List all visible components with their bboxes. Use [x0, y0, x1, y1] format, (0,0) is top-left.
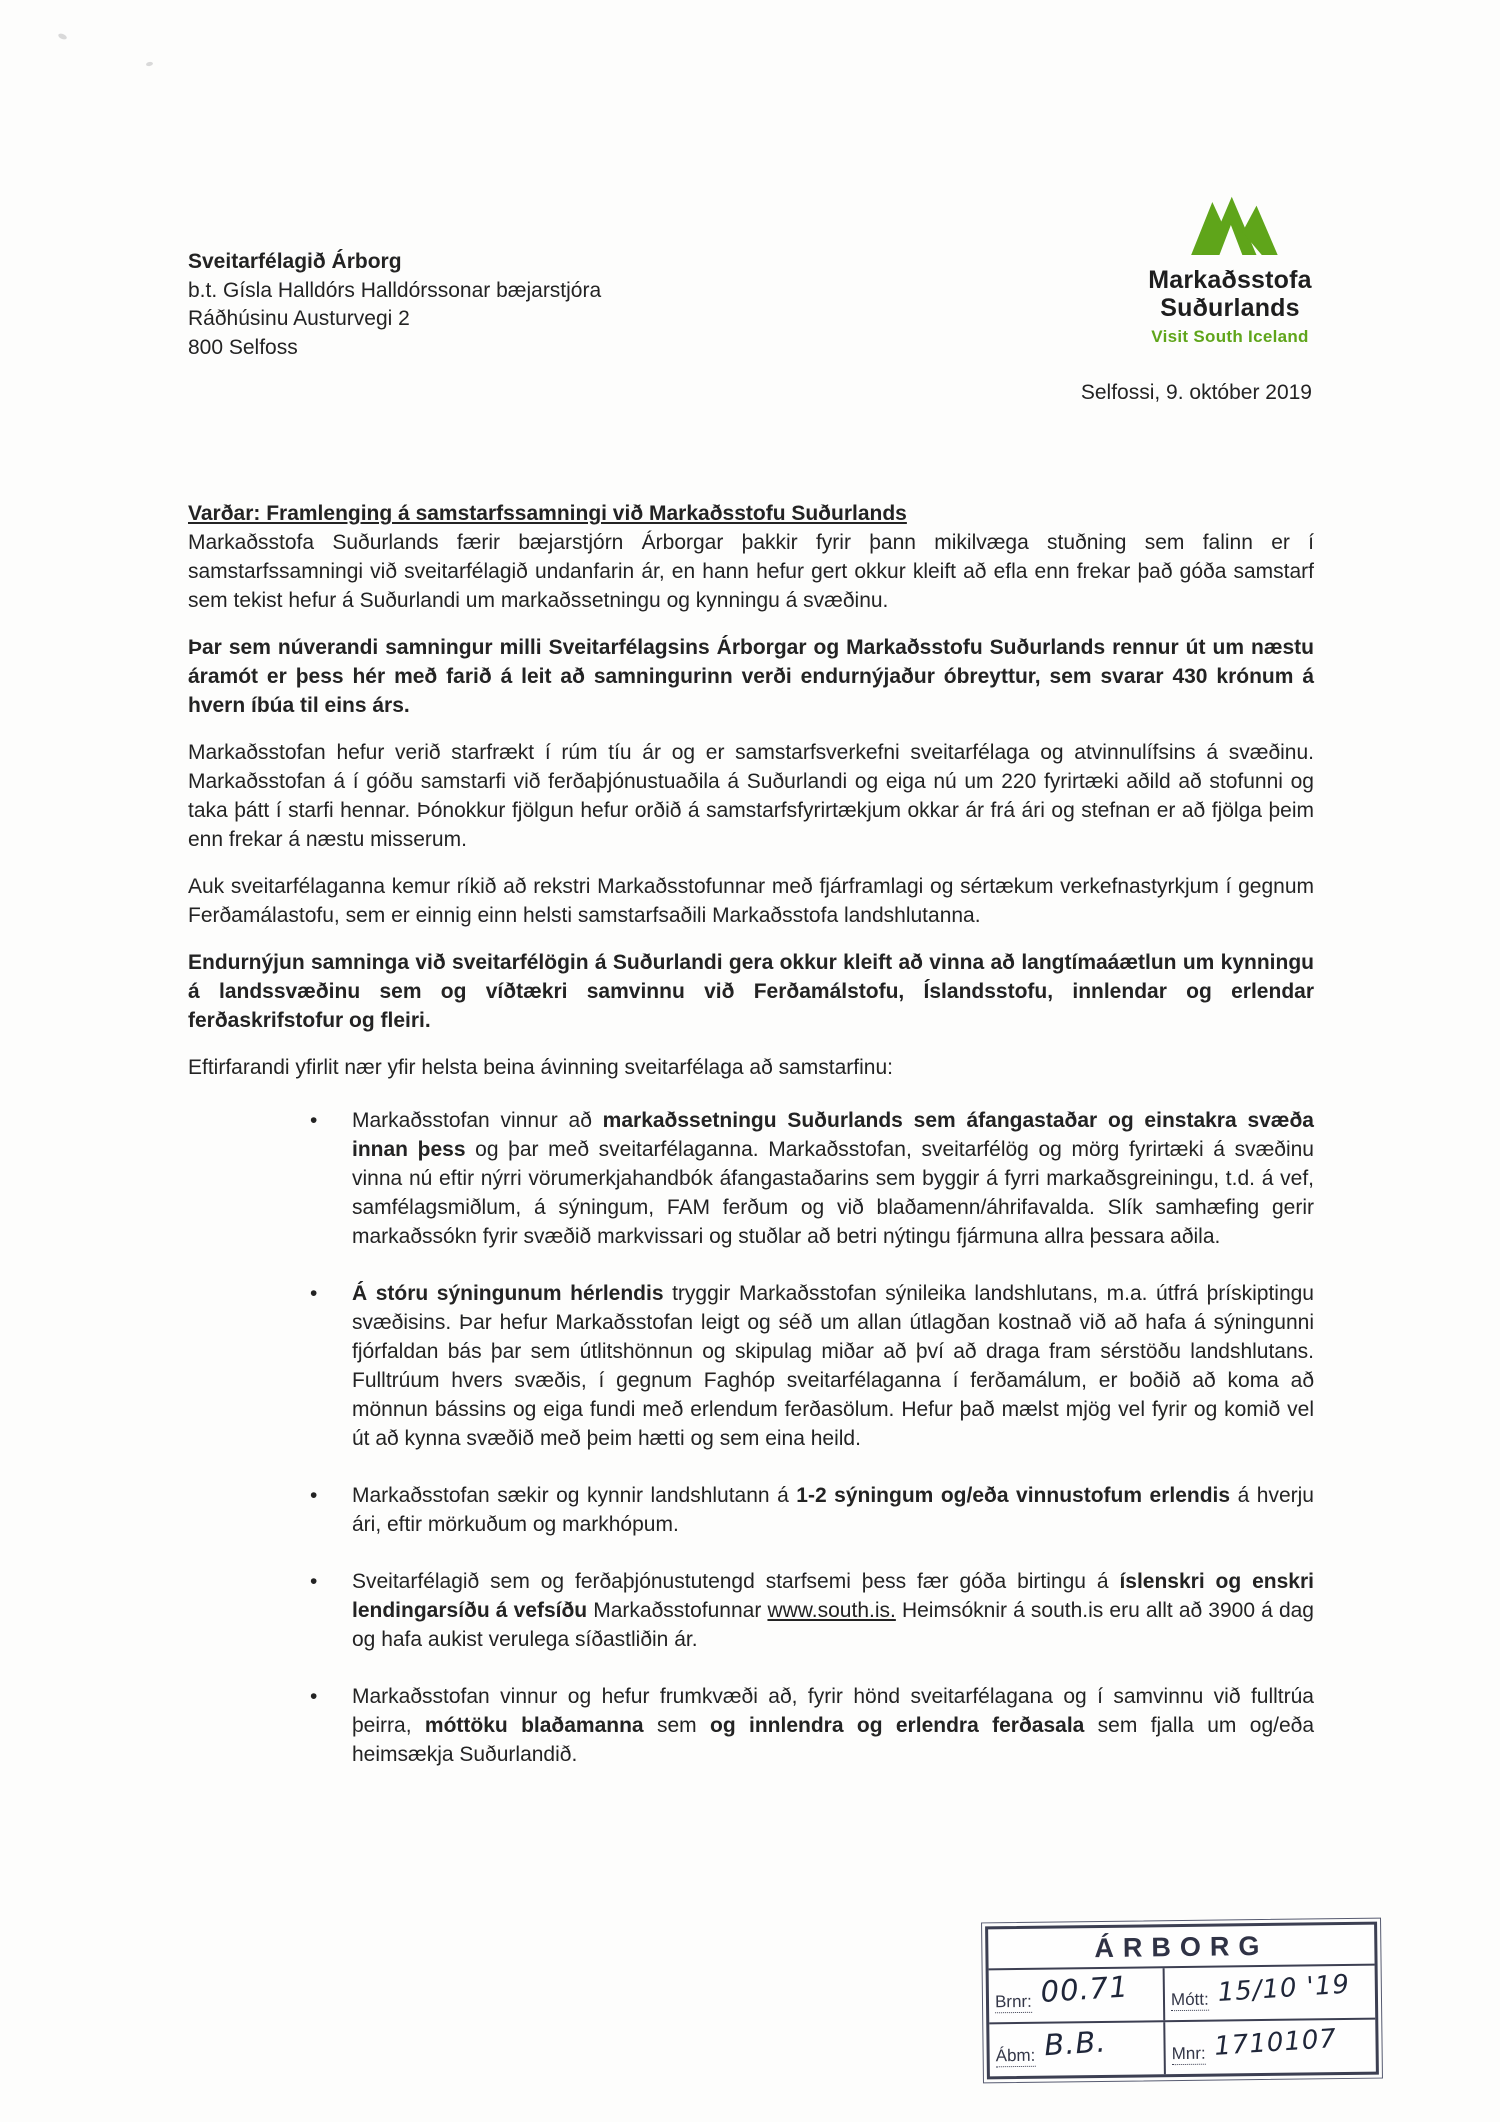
- text-segment: Þar sem núverandi samningur milli Sveitarfélagsins Árborgar og Markaðsstofu Suðurlands rennur út um næstu áramót er þess hér með farið á leit að samningurinn verði endurnýjaður óbreyttur, sem svarar 430 krónum á hvern íbúa til eins árs.: [188, 636, 1314, 717]
- text-segment: Markaðsstofan vinnur og hefur frumkvæði að, fyrir hönd sveitarfélagana og í samvinnu við fulltrúa þeirra,: [352, 1685, 1314, 1737]
- text-segment: tryggir Markaðsstofan sýnileika landshlutans, m.a. útfrá þrískiptingu svæðisins. Þar hefur Markaðsstofan leigt og séð um allan útlagðan kostnað við að hafa á sýningunni fjórfaldan bás þar sem útlitshönnun og skipulag miðar að því að draga fram sérstöðu landshlutans. Fulltrúum hvers svæðis, í gegnum Faghóp sveitarfélaganna í ferðamálum, er boðið að koma að mönnun bássins og eiga fundi með erlendum ferðasölum. Hefur það mælst mjög vel fyrir og komið vel út að kynna svæðið með þeim hætti og sem eina heild.: [352, 1282, 1314, 1450]
- paragraph-benefits-lead: [188, 1053, 1314, 1082]
- text-segment: Auk sveitarfélaganna kemur ríkið að rekstri Markaðsstofunnar með fjárframlagi og sértækum verkefnastyrkjum í gegnum Ferðamálastofu, sem er einnig einn helsti samstarfsaðili Markaðsstofa landshlutanna.: [188, 875, 1314, 927]
- logo-org-name-line2: Suðurlands: [1160, 294, 1300, 322]
- paragraph-renewal-request: [188, 633, 1314, 720]
- stamp-cell-mnr: [1165, 2020, 1376, 2075]
- bullet-icon: •: [310, 1109, 318, 1132]
- text-segment: sem fjalla um og/eða heimsækja Suðurlandið.: [352, 1714, 1315, 1766]
- recipient-address: Ráðhúsinu Austurvegi 2: [188, 307, 410, 330]
- list-item: [188, 1682, 1314, 1769]
- date-line: Selfossi, 9. október 2019: [1080, 381, 1312, 404]
- scan-artifact: [146, 61, 154, 66]
- south-is-link[interactable]: www.south.is.: [767, 1599, 896, 1622]
- subject-line: Varðar: Framlenging á samstarfssamningi við Markaðsstofu Suðurlands: [188, 502, 907, 525]
- letter-body: [188, 499, 1314, 1797]
- stamp-box: [985, 1922, 1379, 2080]
- text-segment: Endurnýjun samninga við sveitarfélögin á Suðurlandi gera okkur kleift að vinna að langtímaáætlun um kynningu á landssvæðinu sem og víðtækri samvinnu við Ferðamálstofu, Íslandsstofu, innlendar og erlendar ferðaskrifstofur og fleiri.: [188, 951, 1314, 1032]
- stamp-value-mnr: 1710107: [1213, 2023, 1339, 2062]
- stamp-label-mott: Mótt:: [1171, 1972, 1209, 2011]
- bullet-icon: •: [310, 1484, 318, 1507]
- recipient-block: [188, 248, 601, 362]
- paragraph-thanks: [188, 528, 1314, 615]
- stamp-value-mott: 15/10 '19: [1216, 1969, 1352, 2009]
- list-item: [188, 1279, 1314, 1453]
- text-segment: Á stóru sýningunum hérlendis: [352, 1282, 664, 1305]
- logo-block: [1116, 186, 1344, 347]
- logo-org-name-line1: Markaðsstofa: [1148, 266, 1312, 294]
- paragraph-longterm-plan: [188, 948, 1314, 1035]
- stamp-cell-mott: [1165, 1966, 1376, 2021]
- stamp-row: [989, 1966, 1376, 2025]
- text-segment: Markaðsstofan vinnur að: [352, 1109, 603, 1132]
- stamp-value-brnr: 00.71: [1039, 1969, 1130, 2009]
- list-item: [188, 1481, 1314, 1539]
- text-segment: og innlendra og erlendra ferðasala: [710, 1714, 1085, 1737]
- text-segment: 1-2 sýningum og/eða vinnustofum erlendis: [796, 1484, 1231, 1507]
- stamp-row: [989, 2020, 1376, 2077]
- text-segment: Heimsóknir á south.is eru allt að 3900 á dag og hafa aukist verulega síðastliðin ár.: [352, 1599, 1314, 1651]
- logo-tagline: Visit South Iceland: [1151, 327, 1309, 346]
- text-segment: markaðssetningu Suðurlands sem áfangastaðar og einstakra svæða innan þess: [352, 1109, 1314, 1161]
- benefits-list: [188, 1106, 1314, 1769]
- bullet-website-landing: [352, 1567, 1314, 1654]
- text-segment: Markaðsstofa Suðurlands færir bæjarstjórn Árborgar þakkir fyrir þann mikilvæga stuðning sem falinn er í samstarfssamningi við sveitarfélagið undanfarin ár, en hann hefur gert okkur kleift að efla enn frekar það góða samstarf sem tekist hefur á Suðurlandi um markaðssetningu og kynningu á svæðinu.: [188, 531, 1314, 612]
- bullet-icon: •: [310, 1282, 318, 1305]
- recipient-postal: 800 Selfoss: [188, 335, 298, 359]
- text-segment: íslenskri og enskri lendingarsíðu á vefsíðu: [352, 1570, 1314, 1622]
- recipient-attn: b.t. Gísla Halldórs Halldórssonar bæjarstjóra: [188, 278, 602, 302]
- text-segment: og þar með sveitarfélaganna. Markaðsstofan, sveitarfélög og mörg fyrirtæki á svæðinu vinna nú eftir nýrri vörumerkjahandbók áfangastaðarins sem byggir á fyrri markaðsgreiningu, t.d. á vef, samfélagsmiðlum, á sýningum, FAM ferðum og við blaðamenn/áhrifavalda. Slík samhæfing gerir markaðssókn fyrir svæðið markvissari og stuðlar að betri nýtingu fjármuna allra þessara aðila.: [352, 1138, 1314, 1248]
- bullet-foreign-exhibitions: [352, 1481, 1314, 1539]
- text-segment: móttöku blaðamanna: [424, 1714, 644, 1737]
- bullet-icon: •: [310, 1685, 318, 1708]
- text-segment: Eftirfarandi yfirlit nær yfir helsta beina ávinning sveitarfélaga að samstarfinu:: [188, 1056, 893, 1079]
- stamp-label-mnr: Mnr:: [1171, 2026, 1205, 2065]
- list-item: [188, 1567, 1314, 1654]
- paragraph-history: [188, 738, 1314, 854]
- text-segment: á hverju ári, eftir mörkuðum og markhópum.: [352, 1484, 1314, 1536]
- paragraph-state-funding: [188, 872, 1314, 930]
- stamp-cell-brnr: [989, 1968, 1166, 2022]
- scan-artifact: [57, 32, 67, 40]
- stamp-title: ÁRBORG: [988, 1925, 1374, 1971]
- text-segment: Sveitarfélagið sem og ferðaþjónustutengd starfsemi þess fær góða birtingu á: [352, 1570, 1120, 1593]
- bullet-marketing: [352, 1106, 1314, 1251]
- bullet-icon: •: [310, 1570, 318, 1593]
- text-segment: Markaðsstofan hefur verið starfrækt í rúm tíu ár og er samstarfsverkefni sveitarfélaga og atvinnulífsins á svæðinu. Markaðsstofan á í góðu samstarfi við ferðaþjónustuaðila á Suðurlandi og eiga nú um 220 fyrirtæki aðild að stofunni og taka þátt í starfi hennar. Þónokkur fjölgun hefur orðið á samstarfsfyrirtækjum okkar ár frá ári og stefnan er að fjölga þeim enn frekar á næstu misserum.: [188, 741, 1314, 851]
- stamp-label-brnr: Brnr:: [995, 1974, 1032, 2013]
- text-segment: Markaðsstofunnar: [587, 1599, 768, 1622]
- stamp-cell-abm: [989, 2022, 1166, 2076]
- recipient-name: Sveitarfélagið Árborg: [188, 250, 402, 273]
- stamp-value-abm: B.B.: [1043, 2024, 1108, 2063]
- stamp-label-abm: Ábm:: [995, 2028, 1035, 2067]
- bullet-domestic-exhibitions: [352, 1279, 1314, 1453]
- text-segment: sem: [643, 1714, 710, 1737]
- mountains-logo-icon: [1177, 186, 1283, 264]
- received-stamp: [985, 1922, 1379, 2080]
- bullet-press-visits: [352, 1682, 1314, 1769]
- list-item: [188, 1106, 1314, 1251]
- text-segment: Markaðsstofan sækir og kynnir landshlutann á: [352, 1484, 797, 1507]
